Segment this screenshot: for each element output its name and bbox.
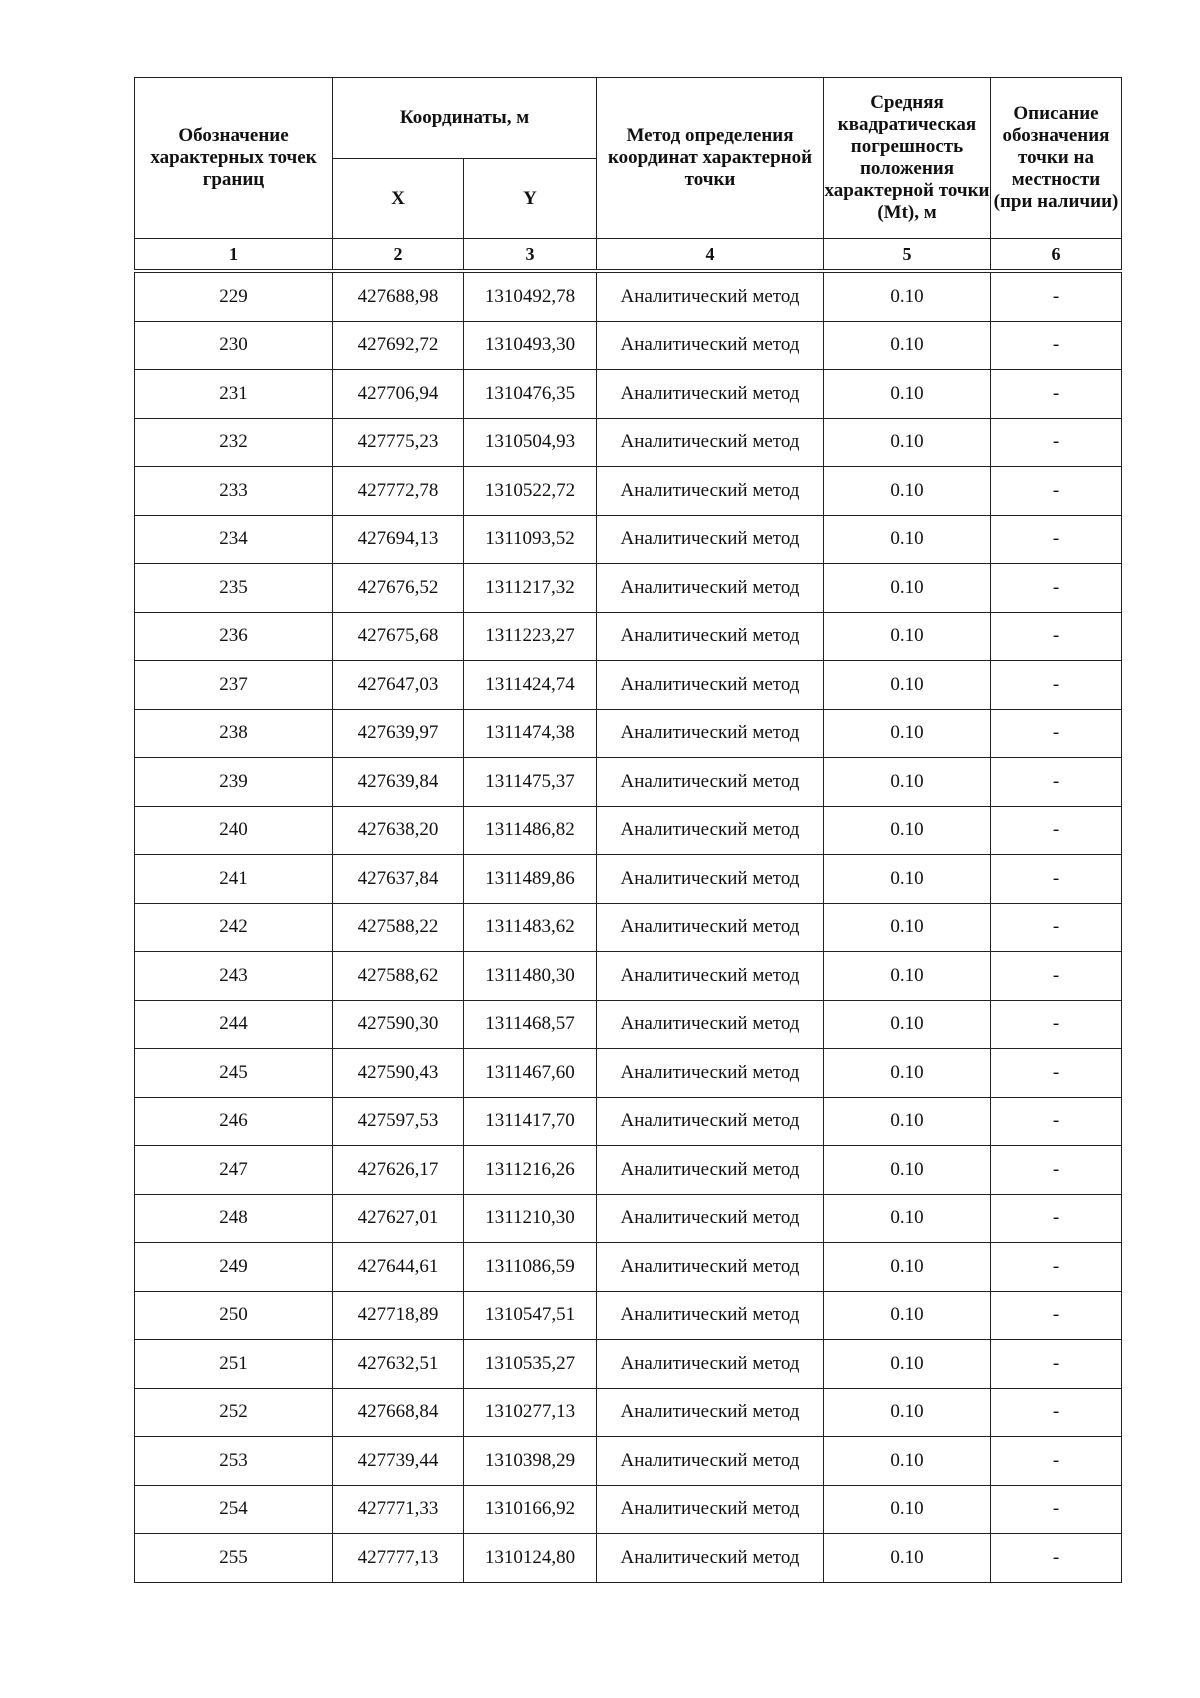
table-row [135, 952, 1122, 1001]
table-row [135, 758, 1122, 807]
point-number-cell: 245 [135, 1049, 333, 1098]
y-coordinate-cell: 1310535,27 [464, 1340, 597, 1389]
error-cell: 0.10 [824, 1146, 991, 1195]
y-coordinate-cell: 1311217,32 [464, 564, 597, 613]
point-number-cell: 236 [135, 612, 333, 661]
table-row [135, 1340, 1122, 1389]
x-coordinate-cell: 427588,22 [333, 903, 464, 952]
error-cell: 0.10 [824, 1097, 991, 1146]
x-coordinate-cell: 427706,94 [333, 370, 464, 419]
point-number-cell: 231 [135, 370, 333, 419]
method-cell: Аналитический метод [597, 370, 824, 419]
y-coordinate-cell: 1310504,93 [464, 418, 597, 467]
point-number-cell: 230 [135, 321, 333, 370]
error-cell: 0.10 [824, 564, 991, 613]
column-number: 3 [464, 239, 597, 270]
method-cell: Аналитический метод [597, 564, 824, 613]
error-cell: 0.10 [824, 952, 991, 1001]
method-cell: Аналитический метод [597, 612, 824, 661]
x-coordinate-cell: 427588,62 [333, 952, 464, 1001]
column-number: 6 [991, 239, 1122, 270]
point-number-cell: 232 [135, 418, 333, 467]
point-number-cell: 250 [135, 1291, 333, 1340]
method-cell: Аналитический метод [597, 806, 824, 855]
method-cell: Аналитический метод [597, 758, 824, 807]
y-coordinate-cell: 1311489,86 [464, 855, 597, 904]
description-cell: - [991, 1000, 1122, 1049]
method-cell: Аналитический метод [597, 952, 824, 1001]
error-cell: 0.10 [824, 1194, 991, 1243]
description-cell: - [991, 370, 1122, 419]
method-cell: Аналитический метод [597, 1194, 824, 1243]
table-row [135, 855, 1122, 904]
description-cell: - [991, 1340, 1122, 1389]
boundary-points-sheet [134, 77, 1121, 1583]
description-cell: - [991, 661, 1122, 710]
method-cell: Аналитический метод [597, 418, 824, 467]
x-coordinate-cell: 427639,97 [333, 709, 464, 758]
point-number-cell: 243 [135, 952, 333, 1001]
y-coordinate-cell: 1311210,30 [464, 1194, 597, 1243]
point-number-cell: 251 [135, 1340, 333, 1389]
description-cell: - [991, 1243, 1122, 1292]
error-cell: 0.10 [824, 1485, 991, 1534]
error-cell: 0.10 [824, 418, 991, 467]
table-row [135, 903, 1122, 952]
error-cell: 0.10 [824, 903, 991, 952]
y-coordinate-cell: 1311467,60 [464, 1049, 597, 1098]
table-row [135, 1291, 1122, 1340]
column-number: 1 [135, 239, 333, 270]
table-row [135, 1534, 1122, 1583]
table-row [135, 1437, 1122, 1486]
x-coordinate-cell: 427676,52 [333, 564, 464, 613]
point-number-cell: 248 [135, 1194, 333, 1243]
point-number-cell: 253 [135, 1437, 333, 1486]
header-description: Описание обозначения точки на местности (при наличии) [991, 78, 1122, 239]
method-cell: Аналитический метод [597, 273, 824, 322]
table-row [135, 1146, 1122, 1195]
point-number-cell: 240 [135, 806, 333, 855]
point-number-cell: 239 [135, 758, 333, 807]
x-coordinate-cell: 427668,84 [333, 1388, 464, 1437]
table-row [135, 806, 1122, 855]
y-coordinate-cell: 1310547,51 [464, 1291, 597, 1340]
error-cell: 0.10 [824, 273, 991, 322]
x-coordinate-cell: 427772,78 [333, 467, 464, 516]
method-cell: Аналитический метод [597, 709, 824, 758]
method-cell: Аналитический метод [597, 321, 824, 370]
x-coordinate-cell: 427675,68 [333, 612, 464, 661]
y-coordinate-cell: 1310476,35 [464, 370, 597, 419]
y-coordinate-cell: 1310493,30 [464, 321, 597, 370]
error-cell: 0.10 [824, 1291, 991, 1340]
y-coordinate-cell: 1311486,82 [464, 806, 597, 855]
column-number: 2 [333, 239, 464, 270]
description-cell: - [991, 1485, 1122, 1534]
description-cell: - [991, 1437, 1122, 1486]
y-coordinate-cell: 1311086,59 [464, 1243, 597, 1292]
error-cell: 0.10 [824, 1000, 991, 1049]
method-cell: Аналитический метод [597, 1388, 824, 1437]
error-cell: 0.10 [824, 515, 991, 564]
method-cell: Аналитический метод [597, 515, 824, 564]
x-coordinate-cell: 427627,01 [333, 1194, 464, 1243]
table-row [135, 321, 1122, 370]
method-cell: Аналитический метод [597, 467, 824, 516]
y-coordinate-cell: 1311468,57 [464, 1000, 597, 1049]
error-cell: 0.10 [824, 370, 991, 419]
method-cell: Аналитический метод [597, 1049, 824, 1098]
description-cell: - [991, 903, 1122, 952]
boundary-points-table [134, 77, 1122, 1583]
x-coordinate-cell: 427632,51 [333, 1340, 464, 1389]
description-cell: - [991, 564, 1122, 613]
error-cell: 0.10 [824, 1340, 991, 1389]
x-coordinate-cell: 427688,98 [333, 273, 464, 322]
table-row [135, 370, 1122, 419]
method-cell: Аналитический метод [597, 1000, 824, 1049]
x-coordinate-cell: 427639,84 [333, 758, 464, 807]
error-cell: 0.10 [824, 1049, 991, 1098]
y-coordinate-cell: 1310277,13 [464, 1388, 597, 1437]
error-cell: 0.10 [824, 321, 991, 370]
method-cell: Аналитический метод [597, 1097, 824, 1146]
x-coordinate-cell: 427590,43 [333, 1049, 464, 1098]
y-coordinate-cell: 1311424,74 [464, 661, 597, 710]
point-number-cell: 255 [135, 1534, 333, 1583]
table-row [135, 273, 1122, 322]
table-row [135, 1049, 1122, 1098]
y-coordinate-cell: 1311093,52 [464, 515, 597, 564]
x-coordinate-cell: 427775,23 [333, 418, 464, 467]
table-header [135, 78, 1122, 270]
point-number-cell: 229 [135, 273, 333, 322]
table-row [135, 1000, 1122, 1049]
error-cell: 0.10 [824, 1437, 991, 1486]
description-cell: - [991, 1291, 1122, 1340]
point-number-cell: 241 [135, 855, 333, 904]
table-row [135, 1485, 1122, 1534]
y-coordinate-cell: 1310124,80 [464, 1534, 597, 1583]
error-cell: 0.10 [824, 758, 991, 807]
header-point-designation: Обозначение характерных точек границ [135, 78, 333, 239]
description-cell: - [991, 1534, 1122, 1583]
description-cell: - [991, 1049, 1122, 1098]
error-cell: 0.10 [824, 1534, 991, 1583]
x-coordinate-cell: 427637,84 [333, 855, 464, 904]
description-cell: - [991, 758, 1122, 807]
y-coordinate-cell: 1310492,78 [464, 273, 597, 322]
y-coordinate-cell: 1311223,27 [464, 612, 597, 661]
description-cell: - [991, 1146, 1122, 1195]
table-row [135, 661, 1122, 710]
error-cell: 0.10 [824, 806, 991, 855]
description-cell: - [991, 1194, 1122, 1243]
error-cell: 0.10 [824, 855, 991, 904]
point-number-cell: 242 [135, 903, 333, 952]
description-cell: - [991, 806, 1122, 855]
point-number-cell: 238 [135, 709, 333, 758]
method-cell: Аналитический метод [597, 661, 824, 710]
header-coordinates: Координаты, м [333, 78, 597, 159]
point-number-cell: 237 [135, 661, 333, 710]
point-number-cell: 246 [135, 1097, 333, 1146]
table-row [135, 1388, 1122, 1437]
y-coordinate-cell: 1311480,30 [464, 952, 597, 1001]
point-number-cell: 244 [135, 1000, 333, 1049]
method-cell: Аналитический метод [597, 1146, 824, 1195]
method-cell: Аналитический метод [597, 1243, 824, 1292]
table-row [135, 709, 1122, 758]
x-coordinate-cell: 427739,44 [333, 1437, 464, 1486]
description-cell: - [991, 709, 1122, 758]
table-row [135, 418, 1122, 467]
error-cell: 0.10 [824, 661, 991, 710]
table-row [135, 612, 1122, 661]
point-number-cell: 234 [135, 515, 333, 564]
description-cell: - [991, 321, 1122, 370]
description-cell: - [991, 1388, 1122, 1437]
x-coordinate-cell: 427644,61 [333, 1243, 464, 1292]
x-coordinate-cell: 427638,20 [333, 806, 464, 855]
x-coordinate-cell: 427626,17 [333, 1146, 464, 1195]
x-coordinate-cell: 427590,30 [333, 1000, 464, 1049]
x-coordinate-cell: 427694,13 [333, 515, 464, 564]
y-coordinate-cell: 1310398,29 [464, 1437, 597, 1486]
point-number-cell: 254 [135, 1485, 333, 1534]
column-number: 4 [597, 239, 824, 270]
method-cell: Аналитический метод [597, 903, 824, 952]
y-coordinate-cell: 1310522,72 [464, 467, 597, 516]
x-coordinate-cell: 427692,72 [333, 321, 464, 370]
table-row [135, 564, 1122, 613]
method-cell: Аналитический метод [597, 855, 824, 904]
header-y: Y [464, 159, 597, 239]
description-cell: - [991, 612, 1122, 661]
header-x: X [333, 159, 464, 239]
method-cell: Аналитический метод [597, 1437, 824, 1486]
y-coordinate-cell: 1310166,92 [464, 1485, 597, 1534]
table-row [135, 1194, 1122, 1243]
description-cell: - [991, 1097, 1122, 1146]
description-cell: - [991, 418, 1122, 467]
method-cell: Аналитический метод [597, 1340, 824, 1389]
point-number-cell: 249 [135, 1243, 333, 1292]
y-coordinate-cell: 1311475,37 [464, 758, 597, 807]
point-number-cell: 252 [135, 1388, 333, 1437]
y-coordinate-cell: 1311483,62 [464, 903, 597, 952]
y-coordinate-cell: 1311474,38 [464, 709, 597, 758]
error-cell: 0.10 [824, 709, 991, 758]
description-cell: - [991, 273, 1122, 322]
description-cell: - [991, 467, 1122, 516]
table-row [135, 515, 1122, 564]
point-number-cell: 235 [135, 564, 333, 613]
error-cell: 0.10 [824, 612, 991, 661]
error-cell: 0.10 [824, 1388, 991, 1437]
method-cell: Аналитический метод [597, 1534, 824, 1583]
column-number: 5 [824, 239, 991, 270]
y-coordinate-cell: 1311417,70 [464, 1097, 597, 1146]
table-row [135, 1243, 1122, 1292]
table-body [135, 270, 1122, 1583]
y-coordinate-cell: 1311216,26 [464, 1146, 597, 1195]
x-coordinate-cell: 427597,53 [333, 1097, 464, 1146]
point-number-cell: 233 [135, 467, 333, 516]
header-method: Метод определения координат характерной точки [597, 78, 824, 239]
x-coordinate-cell: 427777,13 [333, 1534, 464, 1583]
x-coordinate-cell: 427771,33 [333, 1485, 464, 1534]
description-cell: - [991, 952, 1122, 1001]
description-cell: - [991, 515, 1122, 564]
header-mean-square-error: Средняя квадратическая погрешность положения характерной точки (Mt), м [824, 78, 991, 239]
error-cell: 0.10 [824, 1243, 991, 1292]
x-coordinate-cell: 427647,03 [333, 661, 464, 710]
error-cell: 0.10 [824, 467, 991, 516]
point-number-cell: 247 [135, 1146, 333, 1195]
method-cell: Аналитический метод [597, 1485, 824, 1534]
x-coordinate-cell: 427718,89 [333, 1291, 464, 1340]
method-cell: Аналитический метод [597, 1291, 824, 1340]
table-row [135, 1097, 1122, 1146]
table-row [135, 467, 1122, 516]
description-cell: - [991, 855, 1122, 904]
